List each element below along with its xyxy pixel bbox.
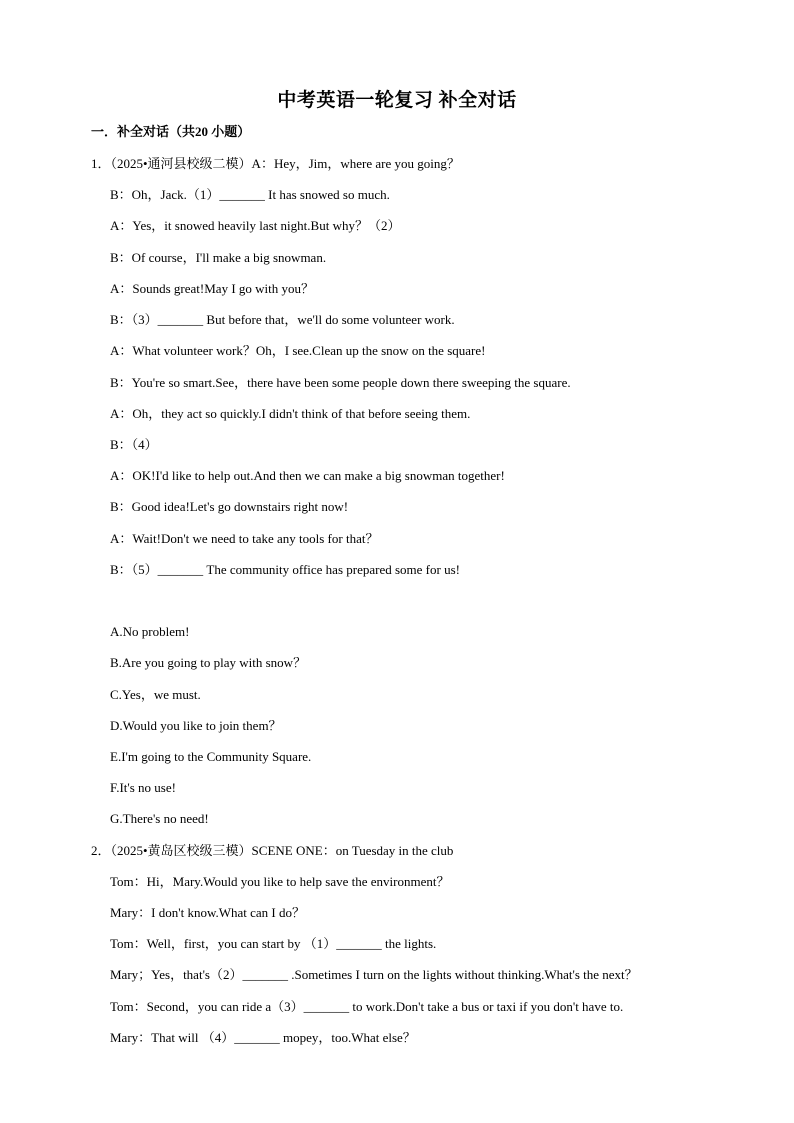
dialogue-line: B：（3）_______ But before that，we'll do some volunteer work. — [110, 312, 455, 327]
option-item: D.Would you like to join them？ — [110, 718, 282, 733]
option-item: G.There's no need! — [110, 811, 209, 826]
dialogue-line: B：Good idea!Let's go downstairs right now! — [110, 499, 349, 514]
question-2-head: 2．（2025•黄岛区校级三模）SCENE ONE：on Tuesday in the club — [91, 843, 454, 858]
dialogue-line: Tom：Hi，Mary.Would you like to help save the environment？ — [110, 874, 450, 889]
dialogue-line: Mary；Yes，that's（2）_______ .Sometimes I turn on the lights without thinking.What's the next？ — [110, 967, 638, 982]
option-item: A.No problem! — [110, 624, 190, 639]
dialogue-line: A：Wait!Don't we need to take any tools for that？ — [110, 531, 379, 546]
page-title: 中考英语一轮复习 补全对话 — [277, 90, 517, 111]
option-item: E.I'm going to the Community Square. — [110, 749, 312, 764]
dialogue-line: A：Oh，they act so quickly.I didn't think of that before seeing them. — [110, 406, 471, 421]
question-1-head: 1．（2025•通河县校级二模）A：Hey，Jim，where are you going？ — [91, 156, 460, 171]
dialogue-line: B：（5）_______ The community office has prepared some for us! — [110, 562, 460, 577]
dialogue-line: Mary：That will （4）_______ mopey，too.What else？ — [110, 1030, 416, 1045]
section-heading: 一．补全对话（共20 小题） — [91, 124, 251, 139]
dialogue-line: B：You're so smart.See，there have been some people down there sweeping the square. — [110, 375, 571, 390]
dialogue-line: A：What volunteer work？Oh，I see.Clean up the snow on the square! — [110, 343, 486, 358]
dialogue-line: B：（4） — [110, 437, 158, 452]
dialogue-line: B：Of course，I'll make a big snowman. — [110, 250, 327, 265]
dialogue-line: A：Sounds great!May I go with you？ — [110, 281, 315, 296]
option-item: C.Yes，we must. — [110, 687, 201, 702]
dialogue-line: Mary：I don't know.What can I do？ — [110, 905, 306, 920]
option-item: B.Are you going to play with snow？ — [110, 655, 307, 670]
dialogue-line: Tom：Second，you can ride a（3）_______ to work.Don't take a bus or taxi if you don't have to. — [110, 999, 624, 1014]
option-item: F.It's no use! — [110, 780, 176, 795]
dialogue-line: Tom：Well，first，you can start by （1）_______ the lights. — [110, 936, 437, 951]
dialogue-line: A：Yes，it snowed heavily last night.But why？（2） — [110, 218, 401, 233]
dialogue-line: A：OK!I'd like to help out.And then we can make a big snowman together! — [110, 468, 505, 483]
dialogue-line: B：Oh，Jack.（1）_______ It has snowed so much. — [110, 187, 390, 202]
